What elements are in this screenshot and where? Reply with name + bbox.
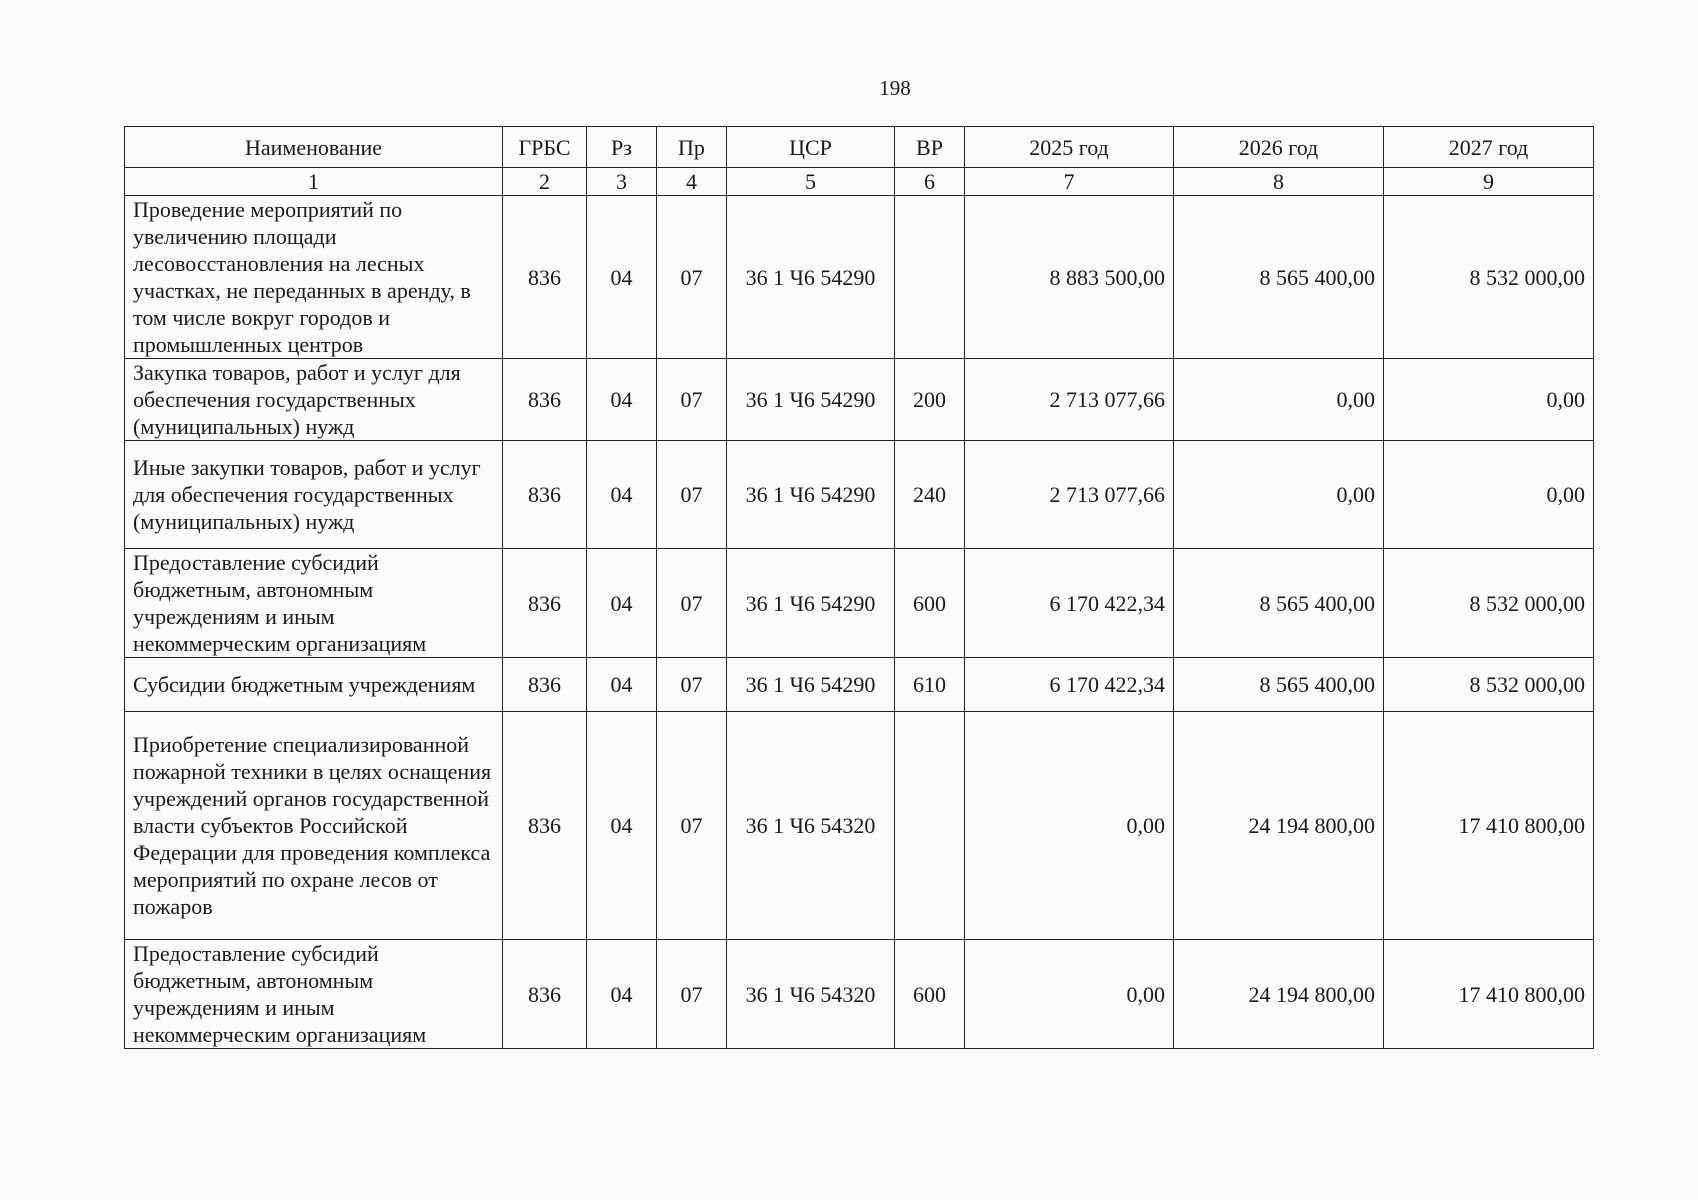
column-number: 1: [125, 168, 503, 196]
header-pr: Пр: [657, 127, 727, 168]
row-grbs: 836: [503, 441, 587, 549]
row-2025-amount: 6 170 422,34: [965, 658, 1174, 712]
row-pr: 07: [657, 196, 727, 359]
budget-table: [124, 126, 1594, 1049]
row-rz: 04: [587, 658, 657, 712]
table-row: [125, 196, 1594, 359]
header-rz: Рз: [587, 127, 657, 168]
row-csr: 36 1 Ч6 54290: [727, 441, 895, 549]
row-2026-amount: 8 565 400,00: [1174, 196, 1384, 359]
row-pr: 07: [657, 441, 727, 549]
column-number: 6: [895, 168, 965, 196]
row-2027-amount: 17 410 800,00: [1384, 712, 1594, 940]
row-rz: 04: [587, 549, 657, 658]
row-rz: 04: [587, 441, 657, 549]
row-2027-amount: 0,00: [1384, 359, 1594, 441]
table-row: [125, 441, 1594, 549]
row-vr: 610: [895, 658, 965, 712]
row-csr: 36 1 Ч6 54320: [727, 940, 895, 1049]
page-number: 198: [879, 76, 911, 100]
header-name: Наименование: [125, 127, 503, 168]
table-row: [125, 940, 1594, 1049]
table-row: [125, 549, 1594, 658]
row-grbs: 836: [503, 359, 587, 441]
row-vr: 600: [895, 549, 965, 658]
row-name: Приобретение специализированной пожарной техники в целях оснащения учреждений органов государственной власти субъектов Российской Федерации для проведения комплекса мероприятий по охране лесов от пожаров: [125, 712, 503, 940]
row-csr: 36 1 Ч6 54290: [727, 359, 895, 441]
header-row: [125, 127, 1594, 168]
header-2027: 2027 год: [1384, 127, 1594, 168]
row-2026-amount: 0,00: [1174, 441, 1384, 549]
row-rz: 04: [587, 712, 657, 940]
row-2027-amount: 8 532 000,00: [1384, 196, 1594, 359]
table-row: [125, 359, 1594, 441]
column-number: 8: [1174, 168, 1384, 196]
row-csr: 36 1 Ч6 54290: [727, 658, 895, 712]
row-2027-amount: 0,00: [1384, 441, 1594, 549]
row-pr: 07: [657, 658, 727, 712]
table-row: [125, 712, 1594, 940]
row-vr: 200: [895, 359, 965, 441]
row-pr: 07: [657, 712, 727, 940]
row-2027-amount: 8 532 000,00: [1384, 658, 1594, 712]
row-name: Проведение мероприятий по увеличению площади лесовосстановления на лесных участках, не переданных в аренду, в том числе вокруг городов и промышленных центров: [125, 196, 503, 359]
row-name: Предоставление субсидий бюджетным, автономным учреждениям и иным некоммерческим организациям: [125, 549, 503, 658]
row-2026-amount: 24 194 800,00: [1174, 940, 1384, 1049]
row-name: Субсидии бюджетным учреждениям: [125, 658, 503, 712]
row-2027-amount: 17 410 800,00: [1384, 940, 1594, 1049]
column-number: 2: [503, 168, 587, 196]
row-pr: 07: [657, 549, 727, 658]
row-rz: 04: [587, 940, 657, 1049]
row-csr: 36 1 Ч6 54290: [727, 549, 895, 658]
header-vr: ВР: [895, 127, 965, 168]
column-number: 4: [657, 168, 727, 196]
row-grbs: 836: [503, 658, 587, 712]
row-2026-amount: 8 565 400,00: [1174, 658, 1384, 712]
column-number: 9: [1384, 168, 1594, 196]
column-number: 3: [587, 168, 657, 196]
row-pr: 07: [657, 359, 727, 441]
row-rz: 04: [587, 359, 657, 441]
row-vr: [895, 196, 965, 359]
column-number: 7: [965, 168, 1174, 196]
row-2025-amount: 0,00: [965, 940, 1174, 1049]
row-2027-amount: 8 532 000,00: [1384, 549, 1594, 658]
row-vr: [895, 712, 965, 940]
row-pr: 07: [657, 940, 727, 1049]
row-2025-amount: 0,00: [965, 712, 1174, 940]
row-2026-amount: 8 565 400,00: [1174, 549, 1384, 658]
row-rz: 04: [587, 196, 657, 359]
header-2025: 2025 год: [965, 127, 1174, 168]
row-2025-amount: 6 170 422,34: [965, 549, 1174, 658]
row-grbs: 836: [503, 940, 587, 1049]
row-2025-amount: 2 713 077,66: [965, 359, 1174, 441]
column-number-row: [125, 168, 1594, 196]
row-vr: 600: [895, 940, 965, 1049]
row-csr: 36 1 Ч6 54290: [727, 196, 895, 359]
header-csr: ЦСР: [727, 127, 895, 168]
column-number: 5: [727, 168, 895, 196]
row-name: Закупка товаров, работ и услуг для обеспечения государственных (муниципальных) нужд: [125, 359, 503, 441]
row-2025-amount: 2 713 077,66: [965, 441, 1174, 549]
row-2025-amount: 8 883 500,00: [965, 196, 1174, 359]
table-row: [125, 658, 1594, 712]
table-body: [125, 168, 1594, 1049]
row-vr: 240: [895, 441, 965, 549]
header-grbs: ГРБС: [503, 127, 587, 168]
row-grbs: 836: [503, 549, 587, 658]
header-2026: 2026 год: [1174, 127, 1384, 168]
row-name: Предоставление субсидий бюджетным, автономным учреждениям и иным некоммерческим организациям: [125, 940, 503, 1049]
row-2026-amount: 0,00: [1174, 359, 1384, 441]
row-grbs: 836: [503, 196, 587, 359]
row-csr: 36 1 Ч6 54320: [727, 712, 895, 940]
row-2026-amount: 24 194 800,00: [1174, 712, 1384, 940]
row-grbs: 836: [503, 712, 587, 940]
row-name: Иные закупки товаров, работ и услуг для обеспечения государственных (муниципальных) нужд: [125, 441, 503, 549]
